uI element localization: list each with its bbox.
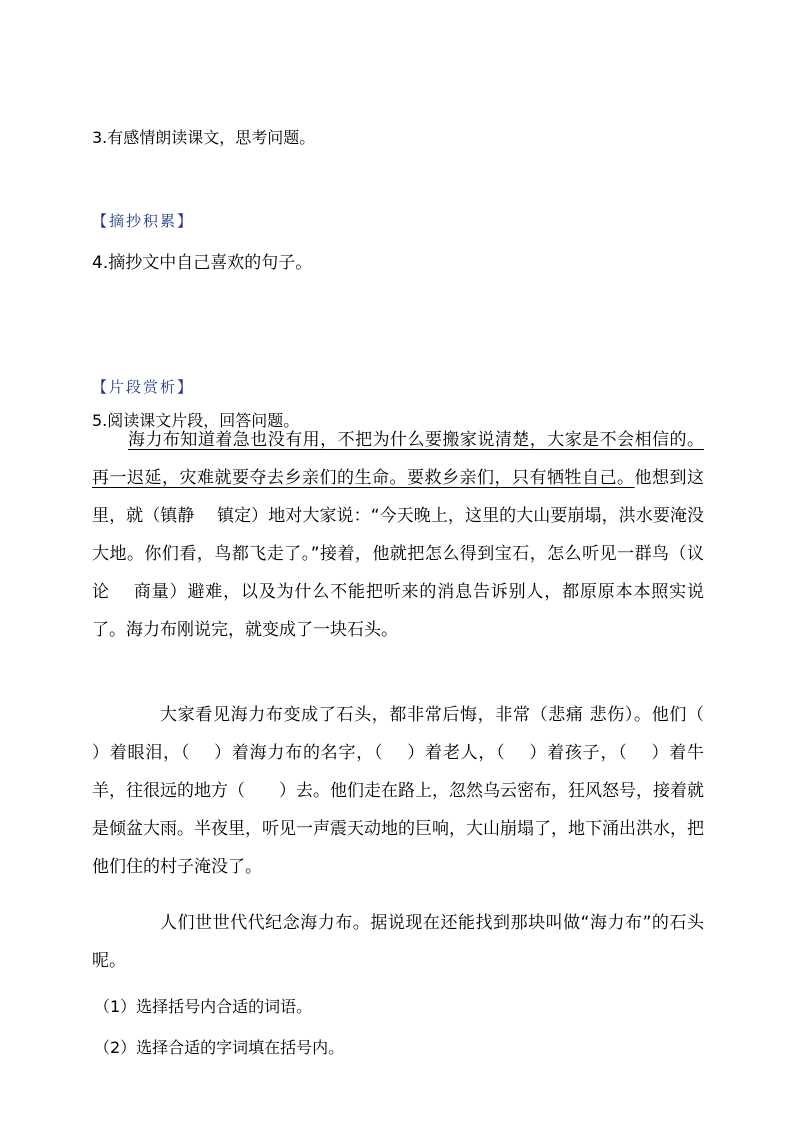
passage-p1-part1: 海力布知道着急也没有用，不把 [128, 430, 373, 450]
section-heading-appreciation: 【片段赏析】 [92, 378, 195, 396]
question-5: 5.阅读课文片段，回答问题。 [92, 411, 300, 430]
passage-paragraph-1 [92, 421, 704, 649]
sub-question-2: （2）选择合适的字词填在括号内。 [94, 1038, 345, 1057]
passage-p1-part3: 他想到这里，就（镇静 镇定）地对大家说：“今天晚上，这里的大山要崩塌，洪水要淹没大地。你们看，鸟都飞走了。”接着，他就把怎么得到宝石，怎么听见一群鸟（议论 商量）避难，以及为什么不能把听来的消息告诉别人，都原原本本照实说了。海力布刚说完，就变成了一块石头。 [92, 468, 704, 640]
question-4: 4.摘抄文中自己喜欢的句子。 [92, 253, 313, 273]
passage-paragraph-2: 大家看见海力布变成了石头，都非常后悔，非常（悲痛 悲伤）。他们（ ）着眼泪，（ ）着海力布的名字，（ ）着老人，（ ）着孩子，（ ）着牛羊，往很远的地方（ ）去。他们走在路上，忽然乌云密布，狂风怒号，接着就是倾盆大雨。半夜里，听见一声震天动地的巨响，大山崩塌了，地下涌出洪水，把他们住的村子淹没了。 [92, 705, 727, 877]
passage-p1-underlined: 为什么要搬家说清楚，大家是不会相信的。再一迟延，灾难就要夺去乡亲们的生命。要救乡亲们，只有牺牲自己。 [92, 430, 704, 488]
section-heading-copy: 【摘抄积累】 [92, 212, 195, 230]
question-3: 3.有感情朗读课文，思考问题。 [92, 128, 316, 147]
passage-paragraph-3: 人们世世代代纪念海力布。据说现在还能找到那块叫做“海力布”的石头呢。 [92, 913, 704, 971]
sub-question-1: （1）选择括号内合适的词语。 [94, 997, 313, 1016]
